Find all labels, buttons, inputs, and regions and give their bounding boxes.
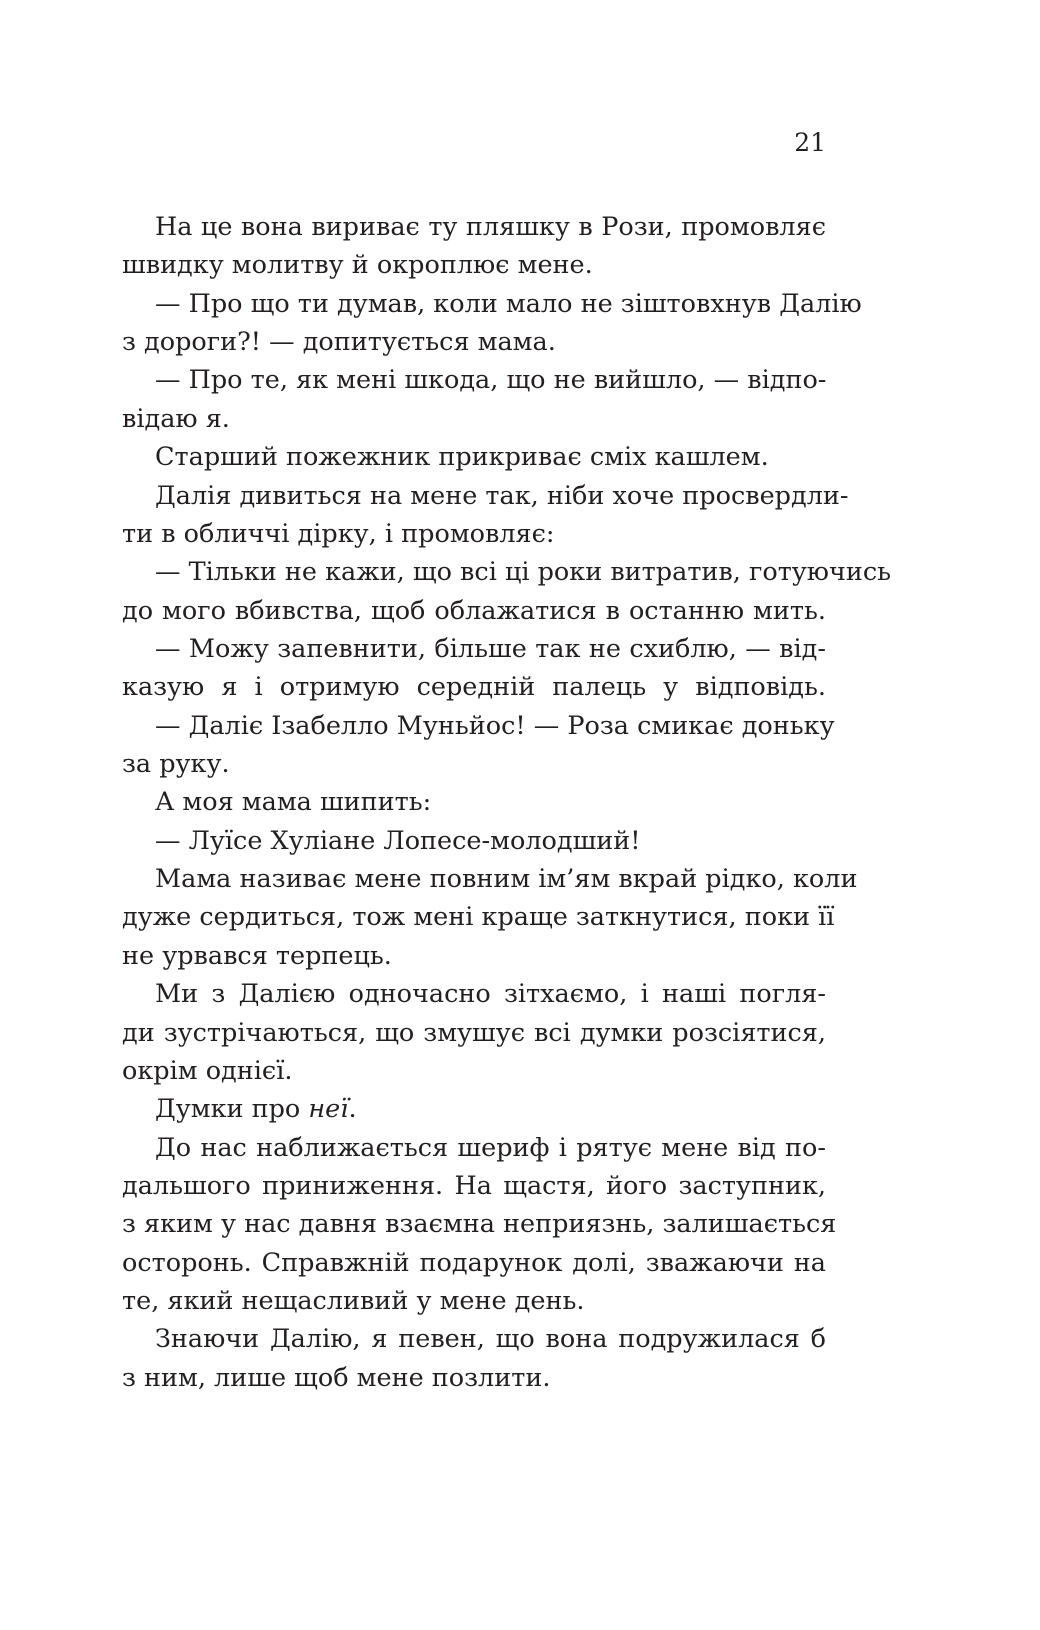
text-line — [122, 860, 858, 898]
text-line — [122, 1205, 837, 1243]
text-line-content: До нас наближається шериф і рятує мене від по- — [155, 1132, 826, 1163]
text-line-content: швидку молитву й окроплює мене. — [122, 250, 593, 281]
text-line-content: — Про те, як мені шкода, що не вийшло, — відпо- — [155, 365, 827, 396]
text-line — [122, 592, 826, 630]
text-line — [122, 1282, 826, 1320]
text-line-content: На це вона вириває ту пляшку в Рози, промовляє — [155, 212, 826, 242]
text-line — [122, 1014, 826, 1052]
text-line-tail: . — [348, 1094, 357, 1125]
text-line — [122, 323, 826, 361]
text-line — [122, 1090, 826, 1128]
italic-emphasis: неї — [308, 1094, 349, 1125]
text-line — [122, 1244, 826, 1282]
text-line-content: з дороги?! — допитується мама. — [122, 327, 556, 358]
text-line — [122, 898, 835, 936]
text-line-content: казую я і отримую середній палець у відповідь. — [122, 672, 826, 703]
text-line-content: А моя мама шипить: — [155, 787, 432, 818]
text-line-content: Старший пожежник прикриває сміх кашлем. — [155, 442, 769, 473]
text-line-content: з яким у нас давня взаємна неприязнь, залишається — [122, 1209, 837, 1240]
text-line-content: дуже сердиться, тож мені краще заткнутися, поки її — [122, 902, 835, 933]
text-line — [122, 783, 826, 821]
text-line — [122, 1359, 826, 1397]
text-line-content: ти в обличчі дірку, і промовляє: — [122, 518, 555, 549]
text-line — [122, 400, 826, 438]
text-line-content: Мама називає мене повним ім’ям вкрай рідко, коли — [155, 864, 858, 895]
text-line-content: Ми з Далією одночасно зітхаємо, і наші погля- — [155, 979, 826, 1010]
text-line-content: до мого вбивства, щоб облажатися в останню мить. — [122, 595, 826, 626]
text-line — [122, 1167, 826, 1205]
text-line — [122, 361, 826, 399]
text-line — [122, 208, 826, 246]
text-line-content: за руку. — [122, 749, 230, 780]
text-line-content: — Про що ти думав, коли мало не зіштовхнув Далію — [155, 288, 862, 319]
text-line-content: осторонь. Справжній подарунок долі, зважаючи на — [122, 1247, 826, 1278]
text-line-content: — Луїсе Хуліане Лопесе-молодший! — [155, 825, 641, 856]
text-line-content: дальшого приниження. На щастя, його заступник, — [122, 1170, 826, 1201]
text-line-content: відаю я. — [122, 403, 230, 434]
text-line — [122, 438, 826, 476]
text-line — [122, 1052, 826, 1090]
text-line — [122, 745, 826, 783]
text-line-content: Далія дивиться на мене так, ніби хоче просвердли- — [155, 480, 849, 511]
text-line — [122, 1129, 826, 1167]
text-line — [122, 975, 826, 1013]
text-line-content: — Даліє Ізабелло Муньйос! — Роза смикає доньку — [155, 710, 835, 741]
text-line-content: окрім однієї. — [122, 1055, 293, 1086]
text-line-content: Знаючи Далію, я певен, що вона подружилася б — [155, 1324, 826, 1355]
text-line-content: — Можу запевнити, більше так не схиблю, — від- — [155, 633, 826, 664]
text-line-content: — Тільки не кажи, що всі ці роки витратив, готуючись — [155, 557, 892, 588]
text-line — [122, 668, 826, 706]
text-line-content: Думки про — [155, 1094, 309, 1125]
text-line — [122, 1320, 826, 1358]
text-line-content: те, який нещасливий у мене день. — [122, 1286, 585, 1317]
text-line-content: ди зустрічаються, що змушує всі думки розсіятися, — [122, 1017, 826, 1048]
text-line — [122, 246, 826, 284]
text-line — [122, 937, 826, 975]
text-line-content: з ним, лише щоб мене позлити. — [122, 1362, 551, 1393]
text-line — [122, 822, 826, 860]
text-line — [122, 477, 849, 515]
text-line — [122, 553, 892, 591]
page-number: 21 — [794, 128, 826, 157]
text-line — [122, 515, 826, 553]
text-line — [122, 630, 826, 668]
text-line — [122, 285, 862, 323]
text-line — [122, 707, 835, 745]
body-text — [122, 208, 892, 1397]
text-line-content: не урвався терпець. — [122, 940, 392, 971]
